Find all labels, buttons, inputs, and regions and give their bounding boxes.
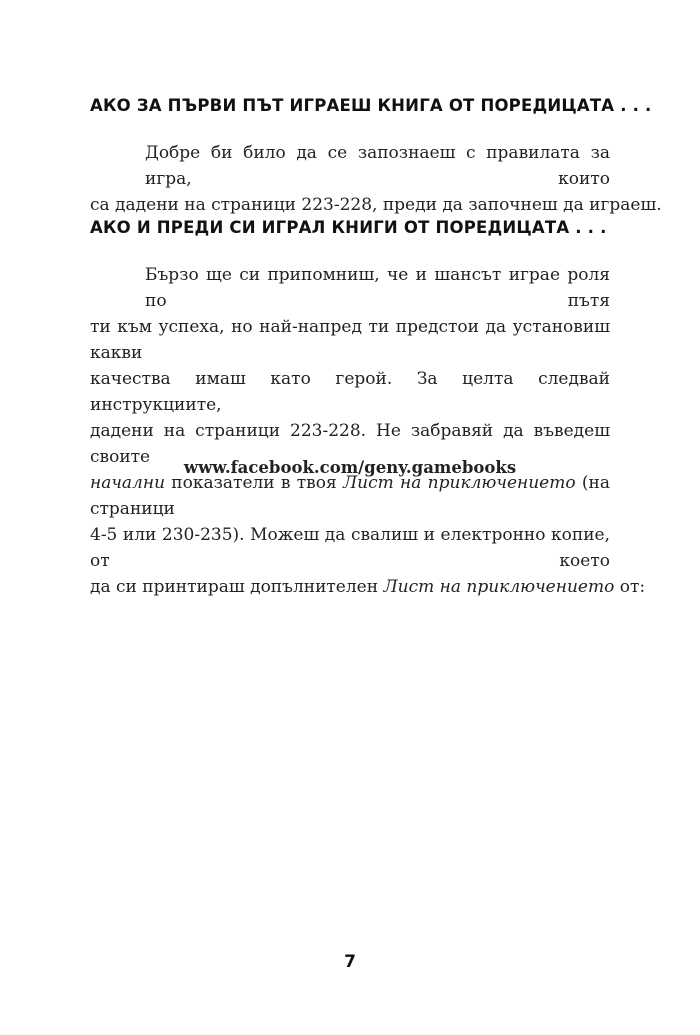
section-heading-first-time: АКО ЗА ПЪРВИ ПЪТ ИГРАЕШ КНИГА ОТ ПОРЕДИЦАТА . . . [90,96,652,115]
page-number: 7 [344,952,356,972]
paragraph-line: Бързо ще си припомниш, че и шансът играе роля по пътя [145,265,610,311]
paragraph-played-before [90,262,646,600]
text-fragment: показатели в твоя [165,473,343,493]
italic-term-adventure-sheet: Лист на приключението [343,473,576,493]
paragraph-line: Добре би било да се запознаеш с правилата за игра, които [145,143,610,189]
paragraph-line: ти към успеха, но най-напред ти предстои да установиш какви [90,317,610,363]
paragraph-line [90,574,646,600]
text-fragment: от: [614,577,646,597]
text-fragment: (на страници [90,473,610,519]
facebook-link[interactable]: www.facebook.com/geny.gamebooks [183,458,517,477]
text-fragment: да си принтираш допълнителен [90,577,384,597]
paragraph-line: са дадени на страници 223-228, преди да започнеш да играеш. [90,195,662,215]
section-heading-played-before: АКО И ПРЕДИ СИ ИГРАЛ КНИГИ ОТ ПОРЕДИЦАТА . . . [90,218,607,237]
italic-term-adventure-sheet: Лист на приключението [383,577,615,597]
paragraph-line: дадени на страници 223-228. Не забравяй да въведеш своите [90,421,610,467]
paragraph-first-time [90,140,662,218]
paragraph-line: 4-5 или 230-235). Можеш да свалиш и електронно копие, от което [90,525,610,571]
paragraph-line [90,470,610,522]
paragraph-line: качества имаш като герой. За целта следвай инструкциите, [90,369,610,415]
italic-term-initial: начални [90,473,166,493]
